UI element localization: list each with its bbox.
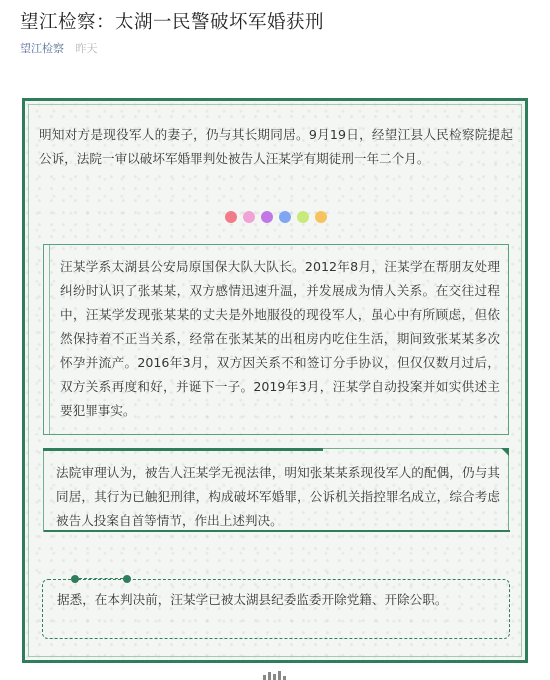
corner-triangle	[501, 448, 509, 456]
dot-icon	[261, 211, 273, 223]
facts-box	[43, 244, 509, 435]
intro-paragraph: 明知对方是现役军人的妻子，仍与其长期同居。9月19日，经望江县人民检察院提起公诉，法院一审以破坏军婚罪判处被告人汪某学有期徒刑一年二个月。	[39, 127, 513, 166]
facts-paragraph: 汪某学系太湖县公安局原国保大队大队长。2012年8月，汪某学在帮朋友处理纠纷时认识了张某某，双方感情迅速升温，并发展成为情人关系。在交往过程中，汪某学发现张某某的丈夫是外地服役的现役军人，虽心中有所顾虑，但依然保持着不正当关系，经常在张某某的出租房内吃住生活，期间致张某某多次怀孕并流产。2016年3月，双方因关系不和签订分手协议，但仅仅数月过后，双方关系再度和好，并诞下一子。2019年3月，汪某学自动投案并如实供述主要犯罪事实。	[60, 259, 500, 418]
dot-icon	[225, 211, 237, 223]
decorative-dots	[225, 211, 327, 223]
publish-time: 昨天	[75, 42, 98, 55]
article-meta	[20, 40, 98, 56]
dot-icon	[315, 211, 327, 223]
dot-icon	[243, 211, 255, 223]
left-stripe	[49, 245, 50, 434]
court-paragraph: 法院审理认为，被告人汪某学无视法律，明知张某某系现役军人的配偶，仍与其同居，其行为已触犯刑律，构成破坏军婚罪，公诉机关指控罪名成立，综合考虑被告人投案自首等情节，作出上述判决。	[56, 465, 500, 528]
account-name-link[interactable]: 望江检察	[20, 42, 64, 55]
note-box	[42, 579, 510, 639]
bottom-logo-icon	[263, 671, 287, 680]
content-frame	[22, 98, 528, 663]
court-box	[43, 448, 509, 532]
dot-icon	[279, 211, 291, 223]
dot-icon	[297, 211, 309, 223]
note-paragraph: 据悉，在本判决前，汪某学已被太湖县纪委监委开除党籍、开除公职。	[57, 592, 448, 607]
top-bar	[43, 448, 323, 451]
article-title: 望江检察：太湖一民警破坏军婚获刑	[20, 12, 325, 33]
bottom-bar	[44, 530, 510, 532]
